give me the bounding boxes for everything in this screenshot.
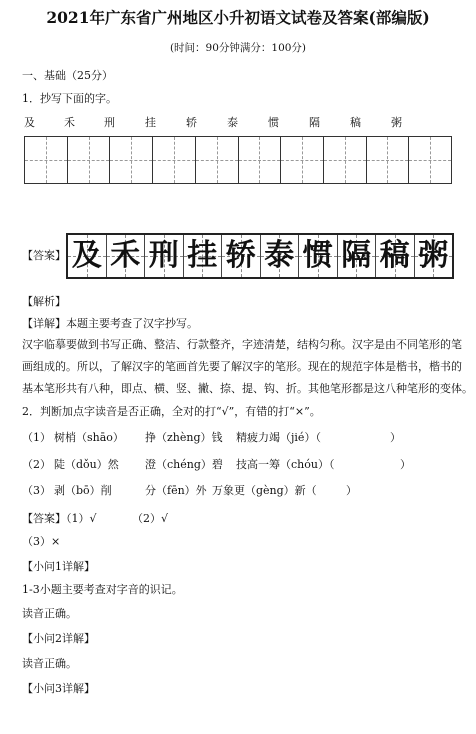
- answer-char: 轿: [225, 238, 256, 273]
- q2-line-2-a: 陡（dǒu）然: [54, 458, 119, 471]
- answer-char: 隔: [341, 238, 372, 273]
- answer-grid: [66, 233, 454, 279]
- answer-char: 及: [71, 238, 102, 273]
- answer-label: 【答案】: [22, 249, 66, 262]
- q2-line-3-b: 分（fēn）外: [145, 484, 207, 497]
- q2-line-2-c: 技高一筹（chóu）（: [236, 458, 335, 471]
- q2-line-3-c: 万象更（gèng）新（: [212, 484, 317, 497]
- answer-cell: [261, 235, 300, 277]
- answer-char: 粥: [418, 238, 449, 273]
- sub-question-2-result: 读音正确。: [22, 657, 77, 670]
- q2-line-2-b: 澄（chéng）碧: [145, 458, 223, 471]
- answer-cell: [415, 235, 453, 277]
- answer-char: 禾: [110, 238, 141, 273]
- page-title: 2021年广东省广州地区小升初语文试卷及答案(部编版): [46, 8, 430, 27]
- q2-line-1-end: ）: [390, 431, 401, 444]
- q2-line-3-end: ）: [346, 484, 357, 497]
- grid-cell: [196, 137, 239, 183]
- analysis-label: 【解析】: [22, 295, 66, 308]
- q2-line-1-c: 精疲力竭（jié）（: [236, 431, 321, 444]
- section-heading: 一、基础（25分）: [22, 69, 113, 82]
- detail-paragraph-line: 基本笔形共有八种，即点、横、竖、撇、捺、提、钩、折。其他笔形都是这八种笔形的变体。: [22, 382, 473, 395]
- answer-char: 泰: [264, 238, 295, 273]
- char-4: 挂: [145, 116, 156, 129]
- answer-cell: [338, 235, 377, 277]
- page-subtitle: (时间：90分钟满分：100分): [169, 42, 307, 54]
- q2-line-1-b: 挣（zhèng）钱: [145, 431, 223, 444]
- char-1: 及: [24, 116, 35, 129]
- answer-cell: [107, 235, 146, 277]
- answer-cell: [376, 235, 415, 277]
- q2-line-2-end: ）: [400, 458, 411, 471]
- grid-cell: [25, 137, 68, 183]
- answer-cell: [222, 235, 261, 277]
- grid-cell: [239, 137, 282, 183]
- grid-cell: [68, 137, 111, 183]
- detail-text: 本题主要考查了汉字抄写。: [66, 317, 198, 330]
- detail-paragraph-line: 汉字临摹要做到书写正确、整洁、行款整齐，字迹清楚，结构匀称。汉字是由不同笔形的笔: [22, 338, 462, 351]
- detail-label: 【详解】: [22, 317, 66, 330]
- char-3: 刑: [104, 116, 115, 129]
- q2-line-3-a: 剥（bō）削: [54, 484, 112, 497]
- grid-cell: [367, 137, 410, 183]
- char-2: 禾: [64, 116, 75, 129]
- sub-question-1-text: 1-3小题主要考查对字音的识记。: [22, 583, 183, 596]
- grid-cell: [281, 137, 324, 183]
- q2-line-3-num: （3）: [22, 484, 51, 497]
- q2-line-2-num: （2）: [22, 458, 51, 471]
- q2-answer: 【答案】（1）√: [22, 512, 97, 525]
- answer-char: 刑: [148, 238, 179, 273]
- char-9: 稿: [350, 116, 361, 129]
- q2-line-1-a: 树梢（shāo）: [54, 431, 124, 444]
- char-5: 轿: [186, 116, 197, 129]
- answer-char: 挂: [187, 238, 218, 273]
- practice-grid: [24, 136, 452, 184]
- sub-question-2-label: 【小问2详解】: [22, 632, 95, 645]
- answer-cell: [184, 235, 223, 277]
- grid-cell: [324, 137, 367, 183]
- answer-char: 惯: [302, 238, 333, 273]
- answer-cell: [299, 235, 338, 277]
- detail-paragraph-line: 画组成的。所以，了解汉字的笔画首先要了解汉字的笔形。现在的规范字体是楷书，楷书的: [22, 360, 462, 373]
- char-7: 惯: [268, 116, 279, 129]
- answer-cell: [68, 235, 107, 277]
- question-2: 2．判断加点字读音是否正确，全对的打“√”，有错的打“×”。: [22, 405, 321, 418]
- q2-answer-2: （2）√: [132, 512, 169, 525]
- detail-line: [22, 317, 198, 331]
- sub-question-1-result: 读音正确。: [22, 607, 77, 620]
- grid-cell: [153, 137, 196, 183]
- answer-char: 稿: [379, 238, 410, 273]
- grid-cell: [409, 137, 451, 183]
- question-1: 1．抄写下面的字。: [22, 92, 117, 105]
- sub-question-1-label: 【小问1详解】: [22, 560, 95, 573]
- char-8: 隔: [309, 116, 320, 129]
- q2-answer-3: （3）×: [22, 535, 61, 548]
- char-row: [24, 114, 454, 130]
- sub-question-3-label: 【小问3详解】: [22, 682, 95, 695]
- answer-cell: [145, 235, 184, 277]
- grid-cell: [110, 137, 153, 183]
- q2-line-1-num: （1）: [22, 431, 51, 444]
- char-10: 粥: [391, 116, 402, 129]
- char-6: 泰: [227, 116, 238, 129]
